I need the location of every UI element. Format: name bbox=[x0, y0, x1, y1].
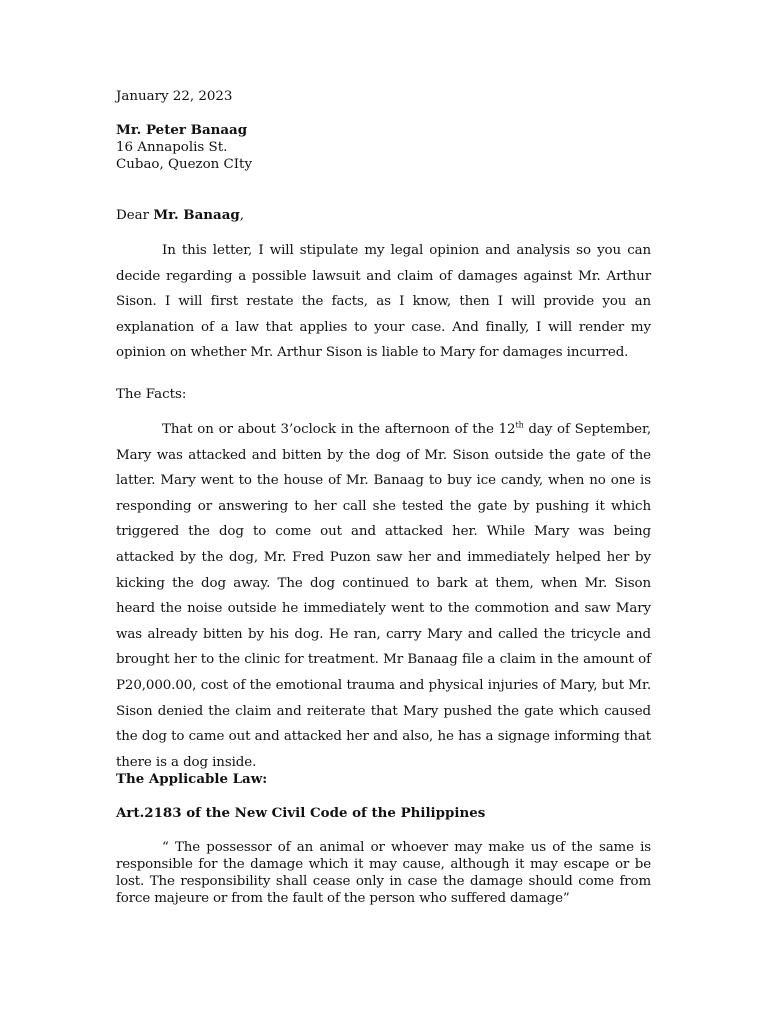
intro-paragraph: In this letter, I will stipulate my legal opinion and analysis so you can decide regarding a possible lawsuit and claim of damages against Mr. Arthur Sison. I will first restate the facts, as I know, then I will provide you an explanation of a law that applies to your case. And finally, I will render my opinion on whether Mr. Arthur Sison is liable to Mary for damages incurred. bbox=[116, 243, 651, 361]
letter-date: January 22, 2023 bbox=[116, 89, 233, 104]
recipient-street: 16 Annapolis St. bbox=[116, 140, 228, 155]
law-heading: The Applicable Law: bbox=[116, 771, 268, 787]
salutation-name: Mr. Banaag bbox=[153, 207, 240, 223]
article-quote-block bbox=[116, 839, 651, 907]
letter-date-block bbox=[116, 88, 651, 105]
recipient-name: Mr. Peter Banaag bbox=[116, 122, 248, 138]
article-quote: “ The possessor of an animal or whoever may make us of the same is responsible for the damage which it may cause, although it may escape or be lost. The responsibility shall cease only in case the damage should come from force majeure or from the fault of the person who suffered damage” bbox=[116, 840, 651, 906]
facts-paragraph-block bbox=[116, 417, 651, 775]
intro-paragraph-block bbox=[116, 238, 651, 366]
facts-superscript: th bbox=[515, 420, 524, 430]
law-heading-block bbox=[116, 771, 651, 788]
recipient-address bbox=[116, 122, 651, 173]
facts-text-rest: day of September, Mary was attacked and bitten by the dog of Mr. Sison outside the gate of the latter. Mary went to the house of Mr. Banaag to buy ice candy, when no one is responding or answering to her call she tested the gate by pushing it which triggered the dog to come out and attacked her. While Mary was being attacked by the dog, Mr. Fred Puzon saw her and immediately helped her by kicking the dog away. The dog continued to bark at them, when Mr. Sison heard the noise outside he immediately went to the commotion and saw Mary was already bitten by his dog. He ran, carry Mary and called the tricycle and brought her to the clinic for treatment. Mr Banaag file a claim in the amount of P20,000.00, cost of the emotional trauma and physical injuries of Mary, but Mr. Sison denied the claim and reiterate that Mary pushed the gate which caused the dog to came out and attacked her and also, he has a signage informing that there is a dog inside. bbox=[116, 422, 651, 770]
facts-heading-block bbox=[116, 386, 651, 403]
salutation-suffix: , bbox=[239, 208, 244, 223]
recipient-city: Cubao, Quezon CIty bbox=[116, 157, 253, 172]
facts-text-start: That on or about 3’oclock in the afternoon of the 12 bbox=[162, 422, 516, 437]
facts-heading: The Facts: bbox=[116, 387, 187, 402]
article-heading-block bbox=[116, 805, 651, 822]
facts-paragraph bbox=[116, 417, 651, 775]
salutation bbox=[116, 207, 651, 224]
article-heading: Art.2183 of the New Civil Code of the Philippines bbox=[116, 805, 486, 821]
salutation-prefix: Dear bbox=[116, 208, 154, 223]
